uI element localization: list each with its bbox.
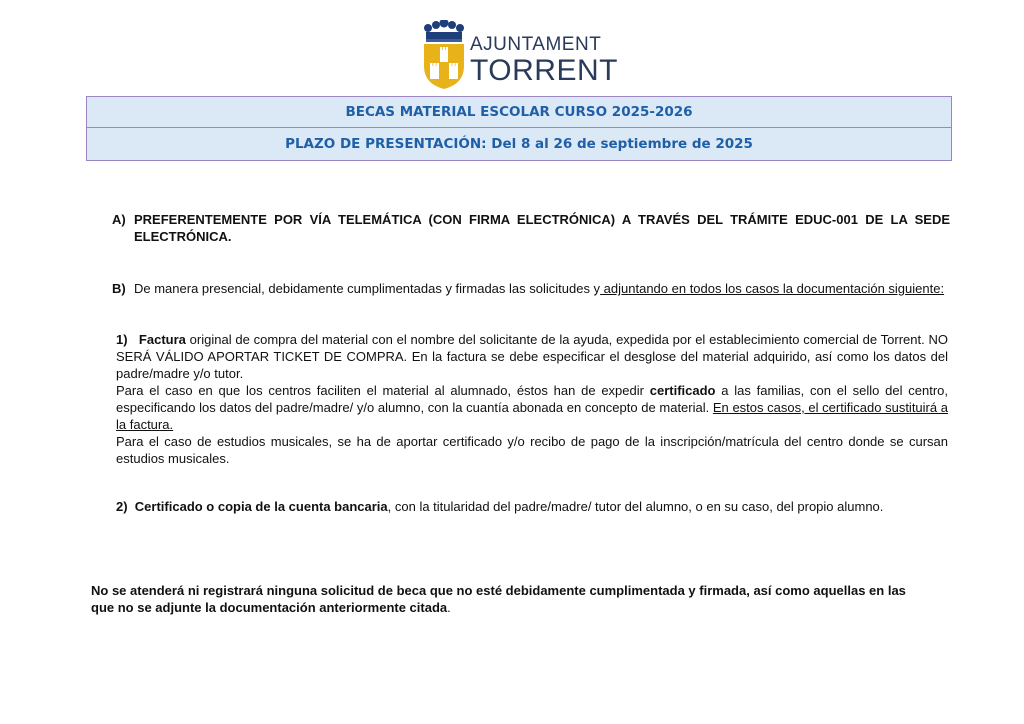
section-b-marker: B) [112,281,126,296]
item-2-number: 2) [116,499,128,514]
item-1-para2-bold: certificado [649,383,716,398]
item-1-para2-start: Para el caso en que los centros faciliten el material al alumnado, éstos han de expedir [116,383,650,398]
item-1-invoice [116,331,948,467]
section-b [112,280,950,297]
logo-line-torrent: TORRENT [470,54,618,87]
item-1-number: 1) [116,332,128,347]
item-1-bold-term: Factura [138,332,186,347]
document-title: BECAS MATERIAL ESCOLAR CURSO 2025-2026 [86,96,952,128]
ajuntament-torrent-logo [418,20,618,92]
section-b-text-underlined: adjuntando en todos los casos la documentación siguiente: [600,281,945,296]
section-b-text [134,280,950,297]
section-a-text: PREFERENTEMENTE POR VÍA TELEMÁTICA (CON FIRMA ELECTRÓNICA) A TRAVÉS DEL TRÁMITE EDUC-001 DE LA SEDE ELECTRÓNICA. [134,212,950,244]
footer-note-end: . [447,600,451,615]
item-1-text: original de compra del material con el nombre del solicitante de la ayuda, expedida por el establecimiento comercial de Torrent. NO SERÁ VÁLIDO APORTAR TICKET DE COMPRA. En la factura se debe especificar el desglose del material adquirido, así como los datos del padre/madre y/o tutor. [116,332,948,381]
logo-line-ajuntament: AJUNTAMENT [470,34,602,55]
section-a-marker: A) [112,212,126,227]
item-2-bold-term: Certificado o copia de la cuenta bancaria [134,499,388,514]
footer-note-bold: No se atenderá ni registrará ninguna solicitud de beca que no esté debidamente cumplimentada y firmada, así como aquellas en las que no se adjunte la documentación anteriormente citada [91,583,906,615]
item-2-bank-certificate [116,498,948,515]
submission-deadline: PLAZO DE PRESENTACIÓN: Del 8 al 26 de septiembre de 2025 [86,128,952,161]
footer-note [91,582,921,616]
item-1-paragraph-2 [116,382,948,433]
torrent-crest-icon [420,20,468,90]
item-1-para2-underlined: En estos casos, el certificado sustituirá a la factura. [116,400,948,432]
item-1-para2-mid: a las familias, con el sello del centro, especificando los datos del padre/madre/ y/o alumno, con la cuantía abonada en concepto de material. [116,383,948,415]
item-1-paragraph-1 [116,331,948,382]
section-a [112,211,950,245]
item-2-text: , con la titularidad del padre/madre/ tutor del alumno, o en su caso, del propio alumno. [387,499,884,514]
section-b-text-plain: De manera presencial, debidamente cumplimentadas y firmadas las solicitudes y [134,281,601,296]
logo-wordmark [470,34,618,86]
item-1-paragraph-3: Para el caso de estudios musicales, se ha de aportar certificado y/o recibo de pago de la inscripción/matrícula del centro donde se cursan estudios musicales. [116,434,948,466]
